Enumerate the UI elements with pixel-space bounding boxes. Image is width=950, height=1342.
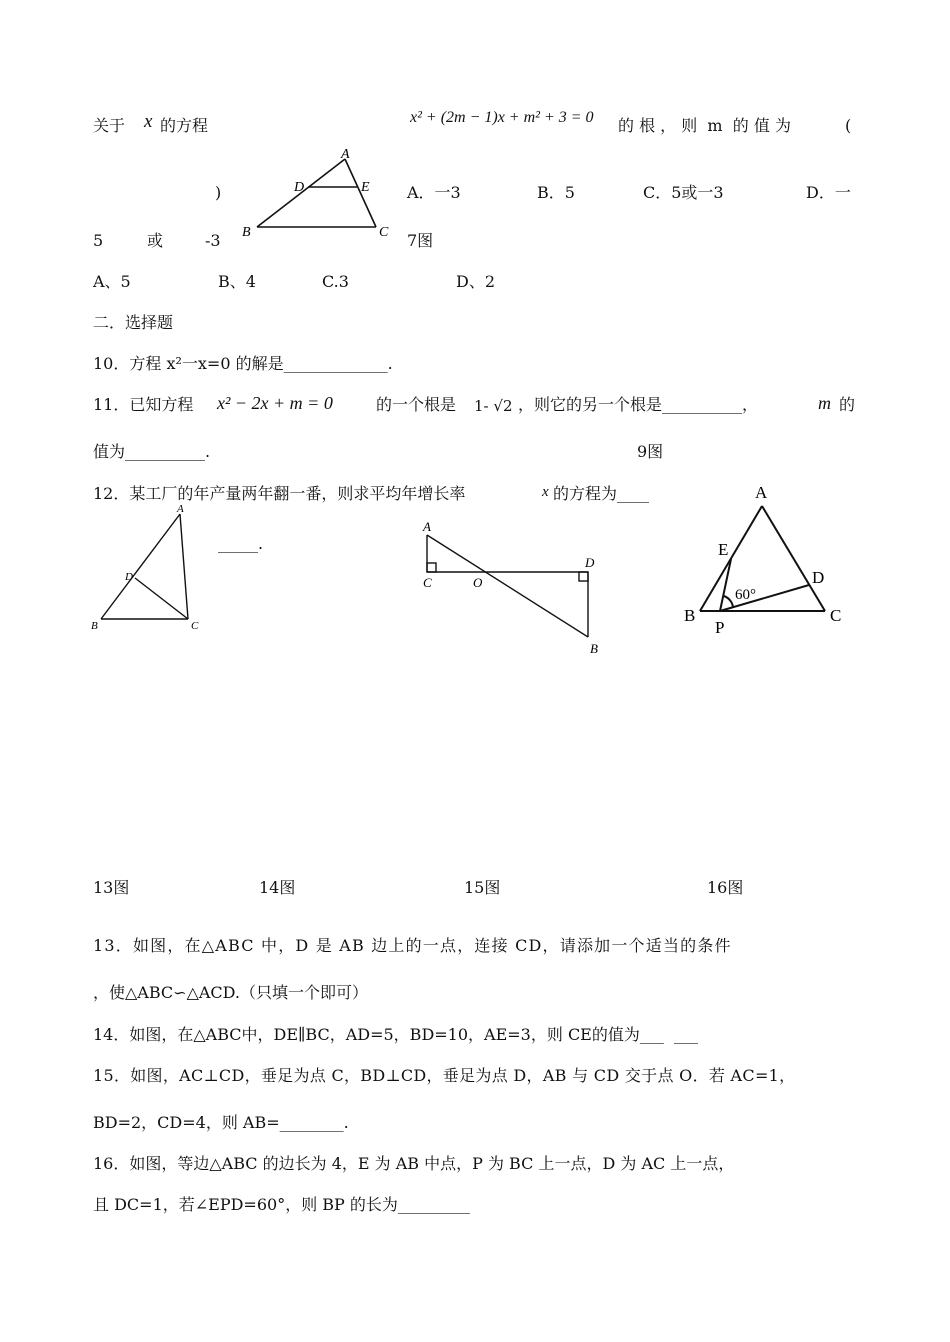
q11-root: 1- √2 (474, 397, 513, 415)
fig16-label-e: E (718, 540, 729, 559)
fig16-label-b: B (684, 606, 696, 625)
q11-prefix: 11．已知方程 (93, 395, 194, 414)
q15-line2: BD=2，CD=4，则 AB=________. (93, 1113, 349, 1132)
q9-option-d-cont-1: 5 (93, 231, 104, 250)
q9-option-c: C．5或一3 (643, 183, 724, 202)
fig13-caption: 13图 (93, 878, 130, 897)
q11-tail: 的 (839, 395, 856, 414)
fig16-angle-arc (724, 596, 733, 607)
q12-after: 的方程为____ (553, 484, 650, 503)
section-title: 二．选择题 (93, 313, 174, 332)
fig13-segment-cd (135, 578, 188, 619)
fig7-label-a: A (341, 147, 350, 162)
q8-option-a: A、5 (93, 272, 131, 291)
q11-after: ，则它的另一个根是__________， (518, 395, 759, 414)
fig15-right-angle-d (579, 572, 588, 581)
fig16-label-p: P (715, 618, 725, 637)
figure-15 (415, 515, 610, 660)
q8-option-d: D、2 (456, 272, 496, 291)
fig13-label-a: A (177, 503, 184, 515)
fig7-caption: 7图 (407, 231, 434, 250)
q9-variable: x (144, 111, 153, 132)
fig7-label-e: E (361, 180, 370, 195)
fig13-label-c: C (191, 620, 199, 632)
fig15-label-d: D (585, 555, 595, 570)
fig7-label-c: C (379, 225, 389, 240)
q9-paren-open: ( (845, 116, 852, 135)
q16-line2: 且 DC=1，若∠EPD=60°，则 BP 的长为_________ (93, 1195, 470, 1214)
figure-7 (236, 144, 396, 244)
fig16-angle-label: 60° (735, 587, 756, 603)
fig7-label-b: B (242, 225, 251, 240)
q9-after: 的 根 ， 则 m 的 值 为 (618, 116, 791, 135)
q9-equation: x² + (2m − 1)x + m² + 3 = 0 (410, 109, 594, 126)
q14-text: 14．如图，在△ABC中，DE∥BC，AD=5，BD=10，AE=3，则 CE的值为___ ___ (93, 1025, 699, 1044)
q13-line2: ，使△ABC∽△ACD.（只填一个即可） (93, 983, 369, 1002)
fig16-segment-pd (720, 585, 809, 611)
q8-option-c: C.3 (322, 272, 349, 291)
q9-option-a: A．一3 (407, 183, 461, 202)
q8-option-b: B、4 (218, 272, 256, 291)
fig13-label-b: B (91, 620, 98, 632)
fig15-label-a: A (423, 519, 431, 534)
q12-text: 12．某工厂的年产量两年翻一番，则求平均年增长率 (93, 484, 466, 503)
q12-variable: x (542, 484, 549, 500)
fig16-label-d: D (812, 568, 825, 587)
fig13-side-ac (180, 514, 188, 619)
fig15-label-c: C (423, 575, 432, 590)
q9-option-d-cont-3: -3 (205, 231, 221, 250)
q9-option-d: D．一 (806, 183, 851, 202)
fig16-label-a: A (755, 483, 768, 502)
fig16-label-c: C (830, 606, 842, 625)
figure-16 (680, 478, 850, 638)
q11-line2: 值为__________. (93, 442, 211, 461)
q11-m-variable: m (818, 393, 831, 413)
q9-paren-close: ) (215, 183, 222, 202)
q9-option-b: B．5 (537, 183, 575, 202)
q9-option-d-cont-2: 或 (147, 231, 164, 250)
figure-13 (85, 500, 215, 640)
fig15-caption: 15图 (464, 878, 501, 897)
fig9-caption: 9图 (637, 442, 664, 461)
fig15-label-o: O (473, 575, 483, 590)
fig7-label-d: D (294, 180, 305, 195)
q11-middle: 的一个根是 (376, 395, 457, 414)
q13-line1: 13．如图，在△ABC 中，D 是 AB 边上的一点，连接 CD，请添加一个适当的条件 (93, 936, 732, 955)
fig16-caption: 16图 (707, 878, 744, 897)
fig15-label-b: B (590, 641, 598, 656)
fig14-caption: 14图 (259, 878, 296, 897)
q9-suffix: 的方程 (160, 116, 209, 135)
fig13-label-d: D (125, 571, 133, 583)
fig15-right-angle-c (427, 563, 436, 572)
q16-line1: 16．如图，等边△ABC 的边长为 4，E 为 AB 中点，P 为 BC 上一点，D 为 AC 上一点， (93, 1154, 735, 1173)
q10-text: 10．方程 x²一x=0 的解是_____________. (93, 354, 393, 373)
q11-equation: x² − 2x + m = 0 (217, 393, 333, 413)
q12-line2: _____. (218, 534, 264, 553)
q9-prefix: 关于 (93, 116, 126, 135)
q15-line1: 15．如图，AC⊥CD，垂足为点 C，BD⊥CD，垂足为点 D，AB 与 CD 交于点 O．若 AC=1， (93, 1066, 796, 1085)
fig15-segment-ab (427, 535, 588, 637)
